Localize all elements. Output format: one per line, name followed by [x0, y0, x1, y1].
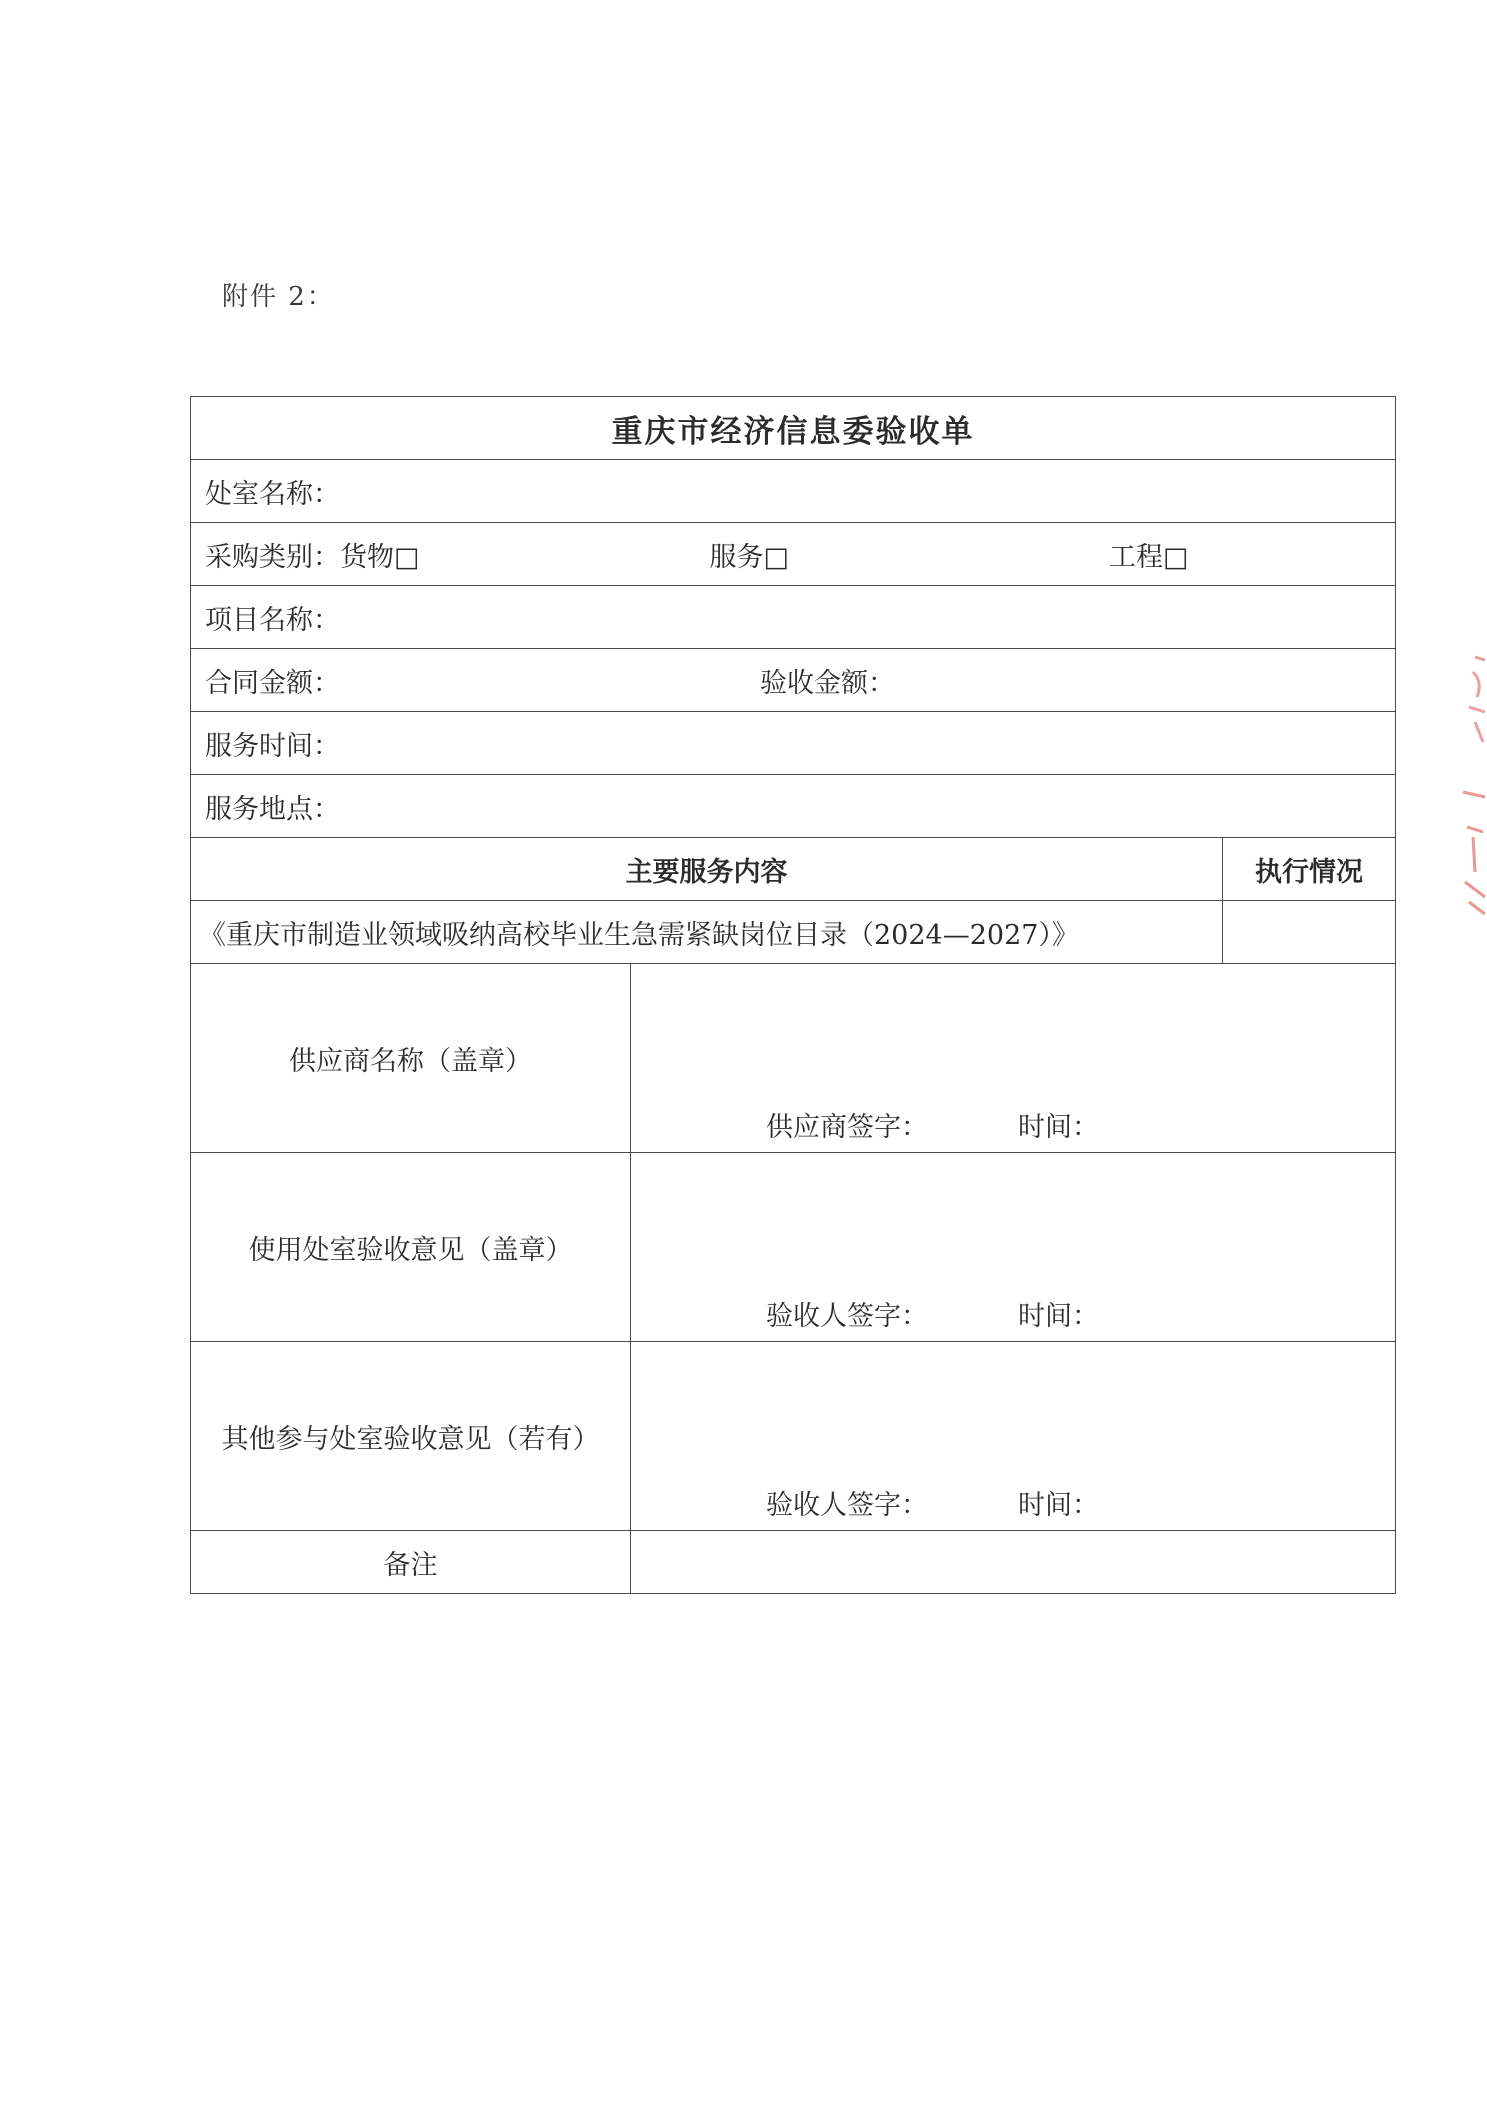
department-name-label: 处室名称： [205, 478, 340, 510]
engineering-option[interactable] [1109, 535, 1189, 574]
project-name-row[interactable] [191, 586, 1396, 649]
other-department-signature-cell[interactable] [631, 1342, 1396, 1531]
goods-label: 货物 [340, 541, 394, 573]
acceptance-form-table [190, 396, 1396, 1594]
engineering-label: 工程 [1109, 541, 1164, 573]
user-department-signature-cell[interactable] [631, 1153, 1396, 1342]
goods-checkbox[interactable]: □ [394, 541, 420, 573]
acceptance-amount-label: 验收金额： [760, 667, 895, 699]
user-department-signature-label: 验收人签字： [766, 1301, 928, 1332]
user-department-opinion-label: 使用处室验收意见（盖章） [191, 1153, 631, 1342]
service-checkbox[interactable]: □ [763, 541, 790, 573]
engineering-checkbox[interactable]: □ [1163, 541, 1189, 573]
contract-amount-label: 合同金额： [205, 667, 340, 699]
attachment-label: 附件 2： [222, 282, 335, 312]
procurement-category-row [191, 523, 1396, 586]
supplier-signature-label: 供应商签字： [766, 1112, 928, 1143]
service-location-row[interactable] [191, 775, 1396, 838]
red-seal-stamp-fragment [1455, 652, 1487, 922]
service-time-label: 服务时间： [205, 730, 340, 762]
service-location-label: 服务地点： [205, 793, 340, 825]
remarks-label: 备注 [191, 1531, 631, 1594]
goods-option[interactable] [340, 535, 420, 574]
execution-header: 执行情况 [1223, 838, 1396, 901]
other-department-signature-label: 验收人签字： [766, 1490, 928, 1521]
project-name-label: 项目名称： [205, 604, 340, 636]
user-department-time-label: 时间： [1018, 1301, 1099, 1332]
main-service-header: 主要服务内容 [191, 838, 1223, 901]
department-name-row[interactable] [191, 460, 1396, 523]
supplier-signature-cell[interactable] [631, 964, 1396, 1153]
service-option[interactable] [710, 535, 790, 574]
procurement-category-label: 采购类别： [205, 541, 340, 573]
other-department-time-label: 时间： [1018, 1490, 1099, 1521]
amount-row[interactable] [191, 649, 1396, 712]
main-service-content: 《重庆市制造业领域吸纳高校毕业生急需紧缺岗位目录（2024—2027）》 [191, 901, 1223, 964]
other-department-opinion-label: 其他参与处室验收意见（若有） [191, 1342, 631, 1531]
remarks-cell[interactable] [631, 1531, 1396, 1594]
supplier-name-label: 供应商名称（盖章） [191, 964, 631, 1153]
service-time-row[interactable] [191, 712, 1396, 775]
service-label: 服务 [709, 541, 764, 573]
execution-cell[interactable] [1223, 901, 1396, 964]
supplier-time-label: 时间： [1018, 1112, 1099, 1143]
form-title: 重庆市经济信息委验收单 [191, 397, 1396, 460]
